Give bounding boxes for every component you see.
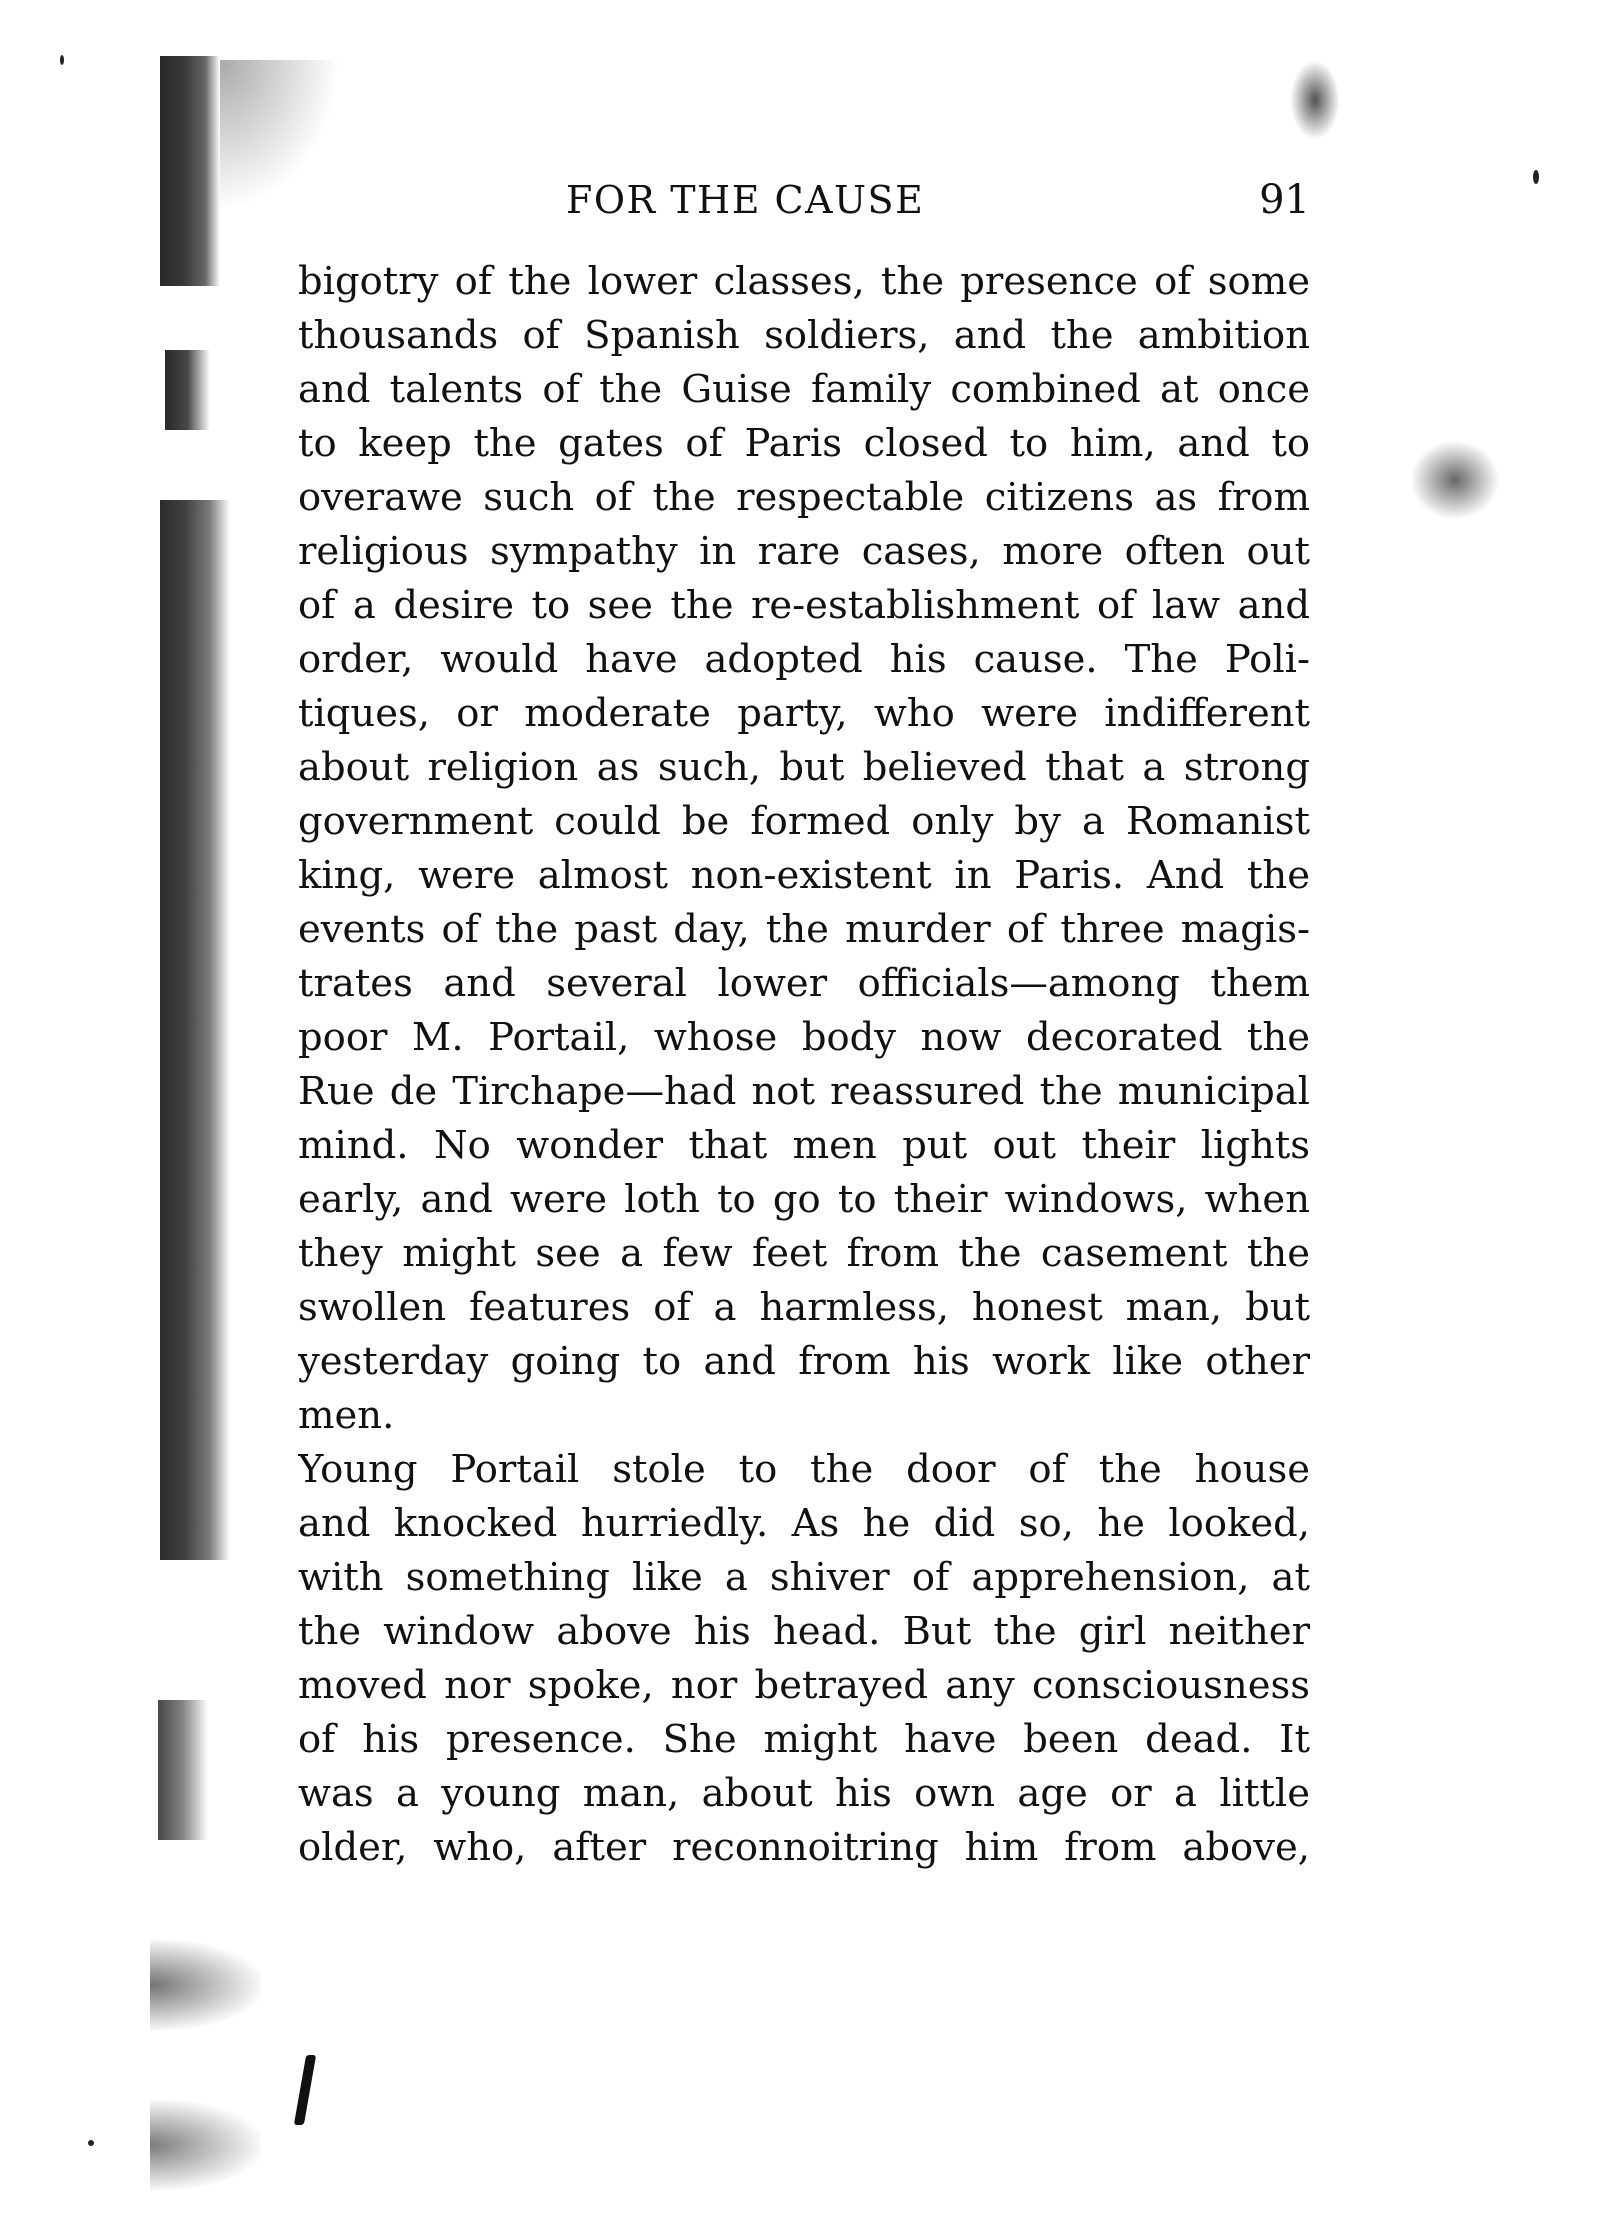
- text-line: about religion as such, but believed that a strong: [298, 745, 1310, 790]
- body-text: [298, 255, 1310, 1875]
- text-line: was a young man, about his own age or a little: [298, 1771, 1310, 1816]
- text-line: trates and several lower officials—among them: [298, 961, 1310, 1006]
- text-line: the window above his head. But the girl neither: [298, 1609, 1310, 1654]
- text-line: Rue de Tirchape—had not reassured the municipal: [298, 1069, 1310, 1114]
- scan-shadow-top: [160, 56, 220, 286]
- text-line: and talents of the Guise family combined at once: [298, 367, 1310, 412]
- scan-shadow-margin: [160, 500, 230, 1560]
- text-line: swollen features of a harmless, honest man, but: [298, 1285, 1310, 1330]
- text-line: order, would have adopted his cause. The Poli-: [298, 637, 1310, 682]
- text-line: king, were almost non-existent in Paris. And the: [298, 853, 1310, 898]
- text-line: tiques, or moderate party, who were indifferent: [298, 691, 1310, 736]
- scan-speck: [60, 55, 64, 65]
- page-number: 91: [1259, 177, 1310, 223]
- text-line: thousands of Spanish soldiers, and the ambition: [298, 313, 1310, 358]
- text-line: government could be formed only by a Romanist: [298, 799, 1310, 844]
- text-line: Young Portail stole to the door of the house: [298, 1447, 1310, 1492]
- text-line: older, who, after reconnoitring him from above,: [298, 1825, 1310, 1870]
- running-header: [298, 170, 1310, 230]
- scan-smudge-top-right: [1290, 60, 1340, 140]
- text-line: early, and were loth to go to their windows, when: [298, 1177, 1310, 1222]
- scan-shadow-block: [165, 350, 210, 430]
- scan-shadow-bottom-2: [150, 2100, 260, 2190]
- text-line: men.: [298, 1393, 395, 1438]
- scan-shadow-lower: [158, 1700, 208, 1840]
- text-line: overawe such of the respectable citizens as from: [298, 475, 1310, 520]
- text-line: events of the past day, the murder of three magis-: [298, 907, 1310, 952]
- text-line: they might see a few feet from the casement the: [298, 1231, 1310, 1276]
- text-line: of a desire to see the re-establishment of law and: [298, 583, 1310, 628]
- text-line: of his presence. She might have been dead. It: [298, 1717, 1310, 1762]
- scan-shadow-bottom-1: [150, 1940, 260, 2030]
- scan-smudge-right: [1410, 440, 1500, 520]
- text-line: with something like a shiver of apprehension, at: [298, 1555, 1310, 1600]
- text-line: moved nor spoke, nor betrayed any consciousness: [298, 1663, 1310, 1708]
- text-line: poor M. Portail, whose body now decorated the: [298, 1015, 1310, 1060]
- text-line: to keep the gates of Paris closed to him, and to: [298, 421, 1310, 466]
- paragraph-2: [298, 1443, 1310, 1875]
- text-line: yesterday going to and from his work like other: [298, 1339, 1310, 1384]
- scan-speck: [88, 2140, 94, 2146]
- text-line: and knocked hurriedly. As he did so, he looked,: [298, 1501, 1310, 1546]
- text-line: religious sympathy in rare cases, more often out: [298, 529, 1310, 574]
- scan-ink-mark: [294, 2055, 316, 2125]
- text-line: bigotry of the lower classes, the presence of some: [298, 259, 1310, 304]
- scan-speck: [1533, 170, 1539, 184]
- paragraph-1: [298, 255, 1310, 1443]
- text-line: mind. No wonder that men put out their lights: [298, 1123, 1310, 1168]
- running-title: FOR THE CAUSE: [566, 178, 925, 222]
